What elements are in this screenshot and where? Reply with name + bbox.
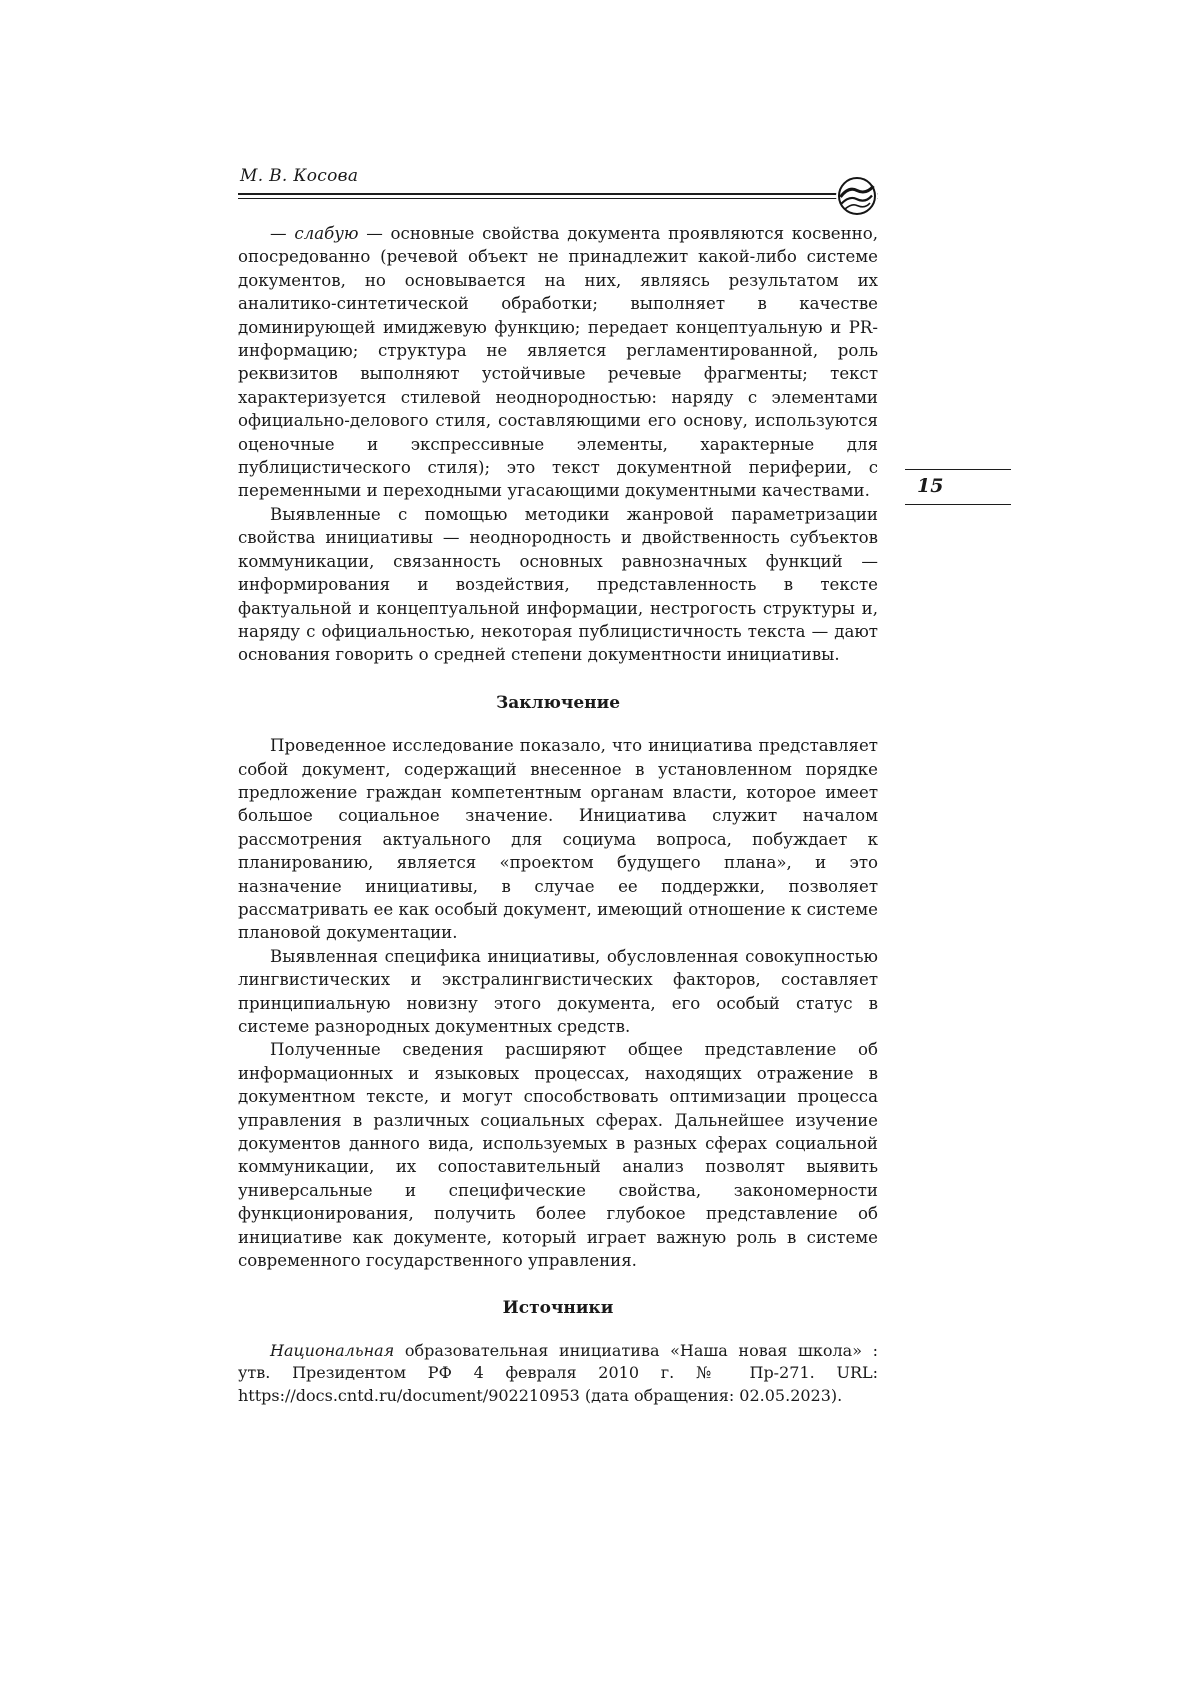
paragraph-specificity: Выявленная специфика инициативы, обусловленная совокупностью лингвистических и экстралингвистических факторов, составляет принципиальную новизну этого документа, его особый статус в системе разнородных документных средств. [238,946,878,1036]
page-number: 15 [917,475,944,497]
running-head-author: М. В. Косова [240,166,359,186]
reference-entry [238,1340,878,1408]
header-double-rule [238,193,878,199]
header-rule-wrap [238,193,878,199]
paragraph-genre-parameters: Выявленные с помощью методики жанровой параметризации свойства инициативы — неоднородность и двойственность субъектов коммуникации, связанность основных равнозначных функций — информирования и воздействия, представленность в тексте фактуальной и концептуальной информации, нестрогость структуры и, наряду с официальностью, некоторая публицистичность текста — дают основания говорить о средней степени документности инициативы. [238,504,878,665]
paragraph-body-text: — основные свойства документа проявляются косвенно, опосредованно (речевой объект не принадлежит какой-либо системе документов, но основывается на них, являясь результатом их аналитико-синтетической обработки; выполняет в качестве доминирующей имиджевую функцию; передает концептуальную и PR-информацию; структура не является регламентированной, роль реквизитов выполняют устойчивые речевые фрагменты; текст характеризуется стилевой неоднородностью: наряду с элементами официально-делового стиля, составляющими его основу, используются оценочные и экспрессивные элементы, характерные для публицистического стиля); это текст документной периферии, с переменными и переходными угасающими документными качествами. [238,224,878,501]
reference-italic-lead: Национальная [270,1340,395,1360]
page-header [238,166,878,199]
paragraph-research-result: Проведенное исследование показало, что инициатива представляет собой документ, содержащий внесенное в установленном порядке предложение граждан компетентным органам власти, которое имеет большое социальное значение. Инициатива служит началом рассмотрения актуального для социума вопроса, побуждает к планированию, является «проектом будущего плана», и это назначение инициативы, в случае ее поддержки, позволяет рассматривать ее как особый документ, имеющий отношение к системе плановой документации. [238,736,878,943]
term-italic-slabuyu: слабую [294,224,359,243]
section-heading-conclusion: Заключение [495,692,621,713]
paragraph-implications: Полученные сведения расширяют общее представление об информационных и языковых процессах, находящих отражение в документном тексте, и могут способствовать оптимизации процесса управления в различных социальных сферах. Дальнейшее изучение документов данного вида, используемых в разных сферах социальной коммуникации, их сопоставительный анализ позволят выявить универсальные и специфические свойства, закономерности функционирования, получить более глубокое представление об инициативе как документе, который играет важную роль в системе современного государственного управления. [238,1040,878,1271]
paragraph-lead-dash: — [270,224,295,243]
reference-body-text: образовательная инициатива «Наша новая школа» : утв. Президентом РФ 4 февраля 2010 г. № Пр-271. URL: https://docs.cntd.ru/document/902210953 (дата обращения: 02.05.2023). [238,1340,878,1406]
paragraph-weak-degree [238,222,878,503]
section-heading-sources: Источники [502,1298,614,1319]
page-number-marginal [905,469,1011,505]
text-column [238,222,878,1408]
publisher-emblem-icon [836,175,878,217]
